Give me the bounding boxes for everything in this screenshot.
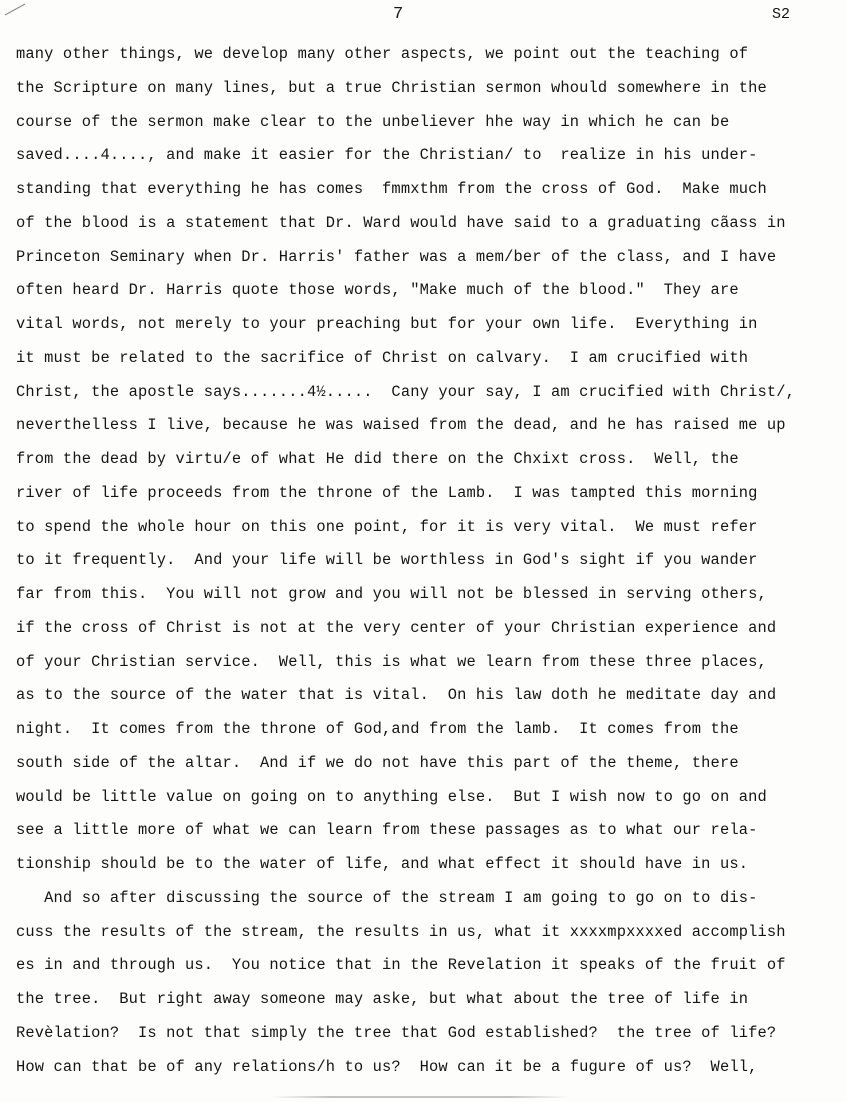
text-line: of the blood is a statement that Dr. Ward would have said to a graduating cãass in [16, 213, 786, 232]
text-line: neverthelless I live, because he was waised from the dead, and he has raised me up [16, 416, 786, 435]
text-line: vital words, not merely to your preaching but for your own life. Everything in [16, 315, 758, 333]
text-line: saved....4...., and make it easier for the Christian/ to realize in his under- [16, 146, 758, 165]
text-line: of your Christian service. Well, this is what we learn from these three places, [16, 652, 767, 671]
typed-transcript-body [16, 38, 846, 1084]
text-line: as to the source of the water that is vital. On his law doth he meditate day and [16, 686, 777, 705]
text-line: river of life proceeds from the throne of the Lamb. I was tampted this morning [16, 483, 758, 502]
text-line: How can that be of any relations/h to us? How can it be a fugure of us? Well, [16, 1057, 758, 1076]
text-line: it must be related to the sacrifice of Christ on calvary. I am crucified with [16, 348, 749, 367]
text-line: many other things, we develop many other aspects, we point out the teaching of [16, 45, 749, 63]
text-line: Revèlation? Is not that simply the tree that God established? the tree of life? [16, 1023, 777, 1042]
text-line: es in and through us. You notice that in the Revelation it speaks of the fruit of [16, 956, 786, 975]
page-code: S2 [772, 6, 791, 23]
text-line: would be little value on going on to anything else. But I wish now to go on and [16, 787, 767, 806]
text-line: And so after discussing the source of the stream I am going to go on to dis- [16, 888, 758, 907]
text-line: far from this. You will not grow and you will not be blessed in serving others, [16, 585, 767, 603]
text-line: tionship should be to the water of life, and what effect it should have in us. [16, 855, 749, 873]
text-line: often heard Dr. Harris quote those words, "Make much of the blood." They are [16, 281, 739, 300]
text-line: Christ, the apostle says.......4½..... Cany your say, I am crucified with Christ/, [16, 382, 796, 401]
text-line: Princeton Seminary when Dr. Harris' father was a mem/ber of the class, and I have [16, 247, 777, 266]
text-line: from the dead by virtu/e of what He did there on the Chxixt cross. Well, the [16, 450, 739, 468]
text-line: the tree. But right away someone may aske, but what about the tree of life in [16, 990, 749, 1008]
text-line: cuss the results of the stream, the results in us, what it xxxxmpxxxxed accomplish [16, 922, 786, 941]
text-line: see a little more of what we can learn from these passages as to what our rela- [16, 821, 758, 840]
page-number: 7 [393, 5, 404, 24]
corner-pen-mark-icon [4, 2, 26, 16]
text-line: to it frequently. And your life will be worthless in God's sight if you wander [16, 551, 758, 570]
text-line: course of the sermon make clear to the unbeliever hhe way in which he can be [16, 112, 730, 131]
text-line: south side of the altar. And if we do not have this part of the theme, there [16, 753, 739, 772]
text-line: night. It comes from the throne of God,and from the lamb. It comes from the [16, 720, 739, 738]
text-line: if the cross of Christ is not at the very center of your Christian experience and [16, 618, 777, 637]
text-line: standing that everything he has comes fmmxthm from the cross of God. Make much [16, 180, 767, 198]
text-line: to spend the whole hour on this one point, for it is very vital. We must refer [16, 517, 758, 536]
text-line: the Scripture on many lines, but a true Christian sermon whould somewhere in the [16, 78, 767, 97]
bottom-edge-smudge [270, 1096, 570, 1098]
